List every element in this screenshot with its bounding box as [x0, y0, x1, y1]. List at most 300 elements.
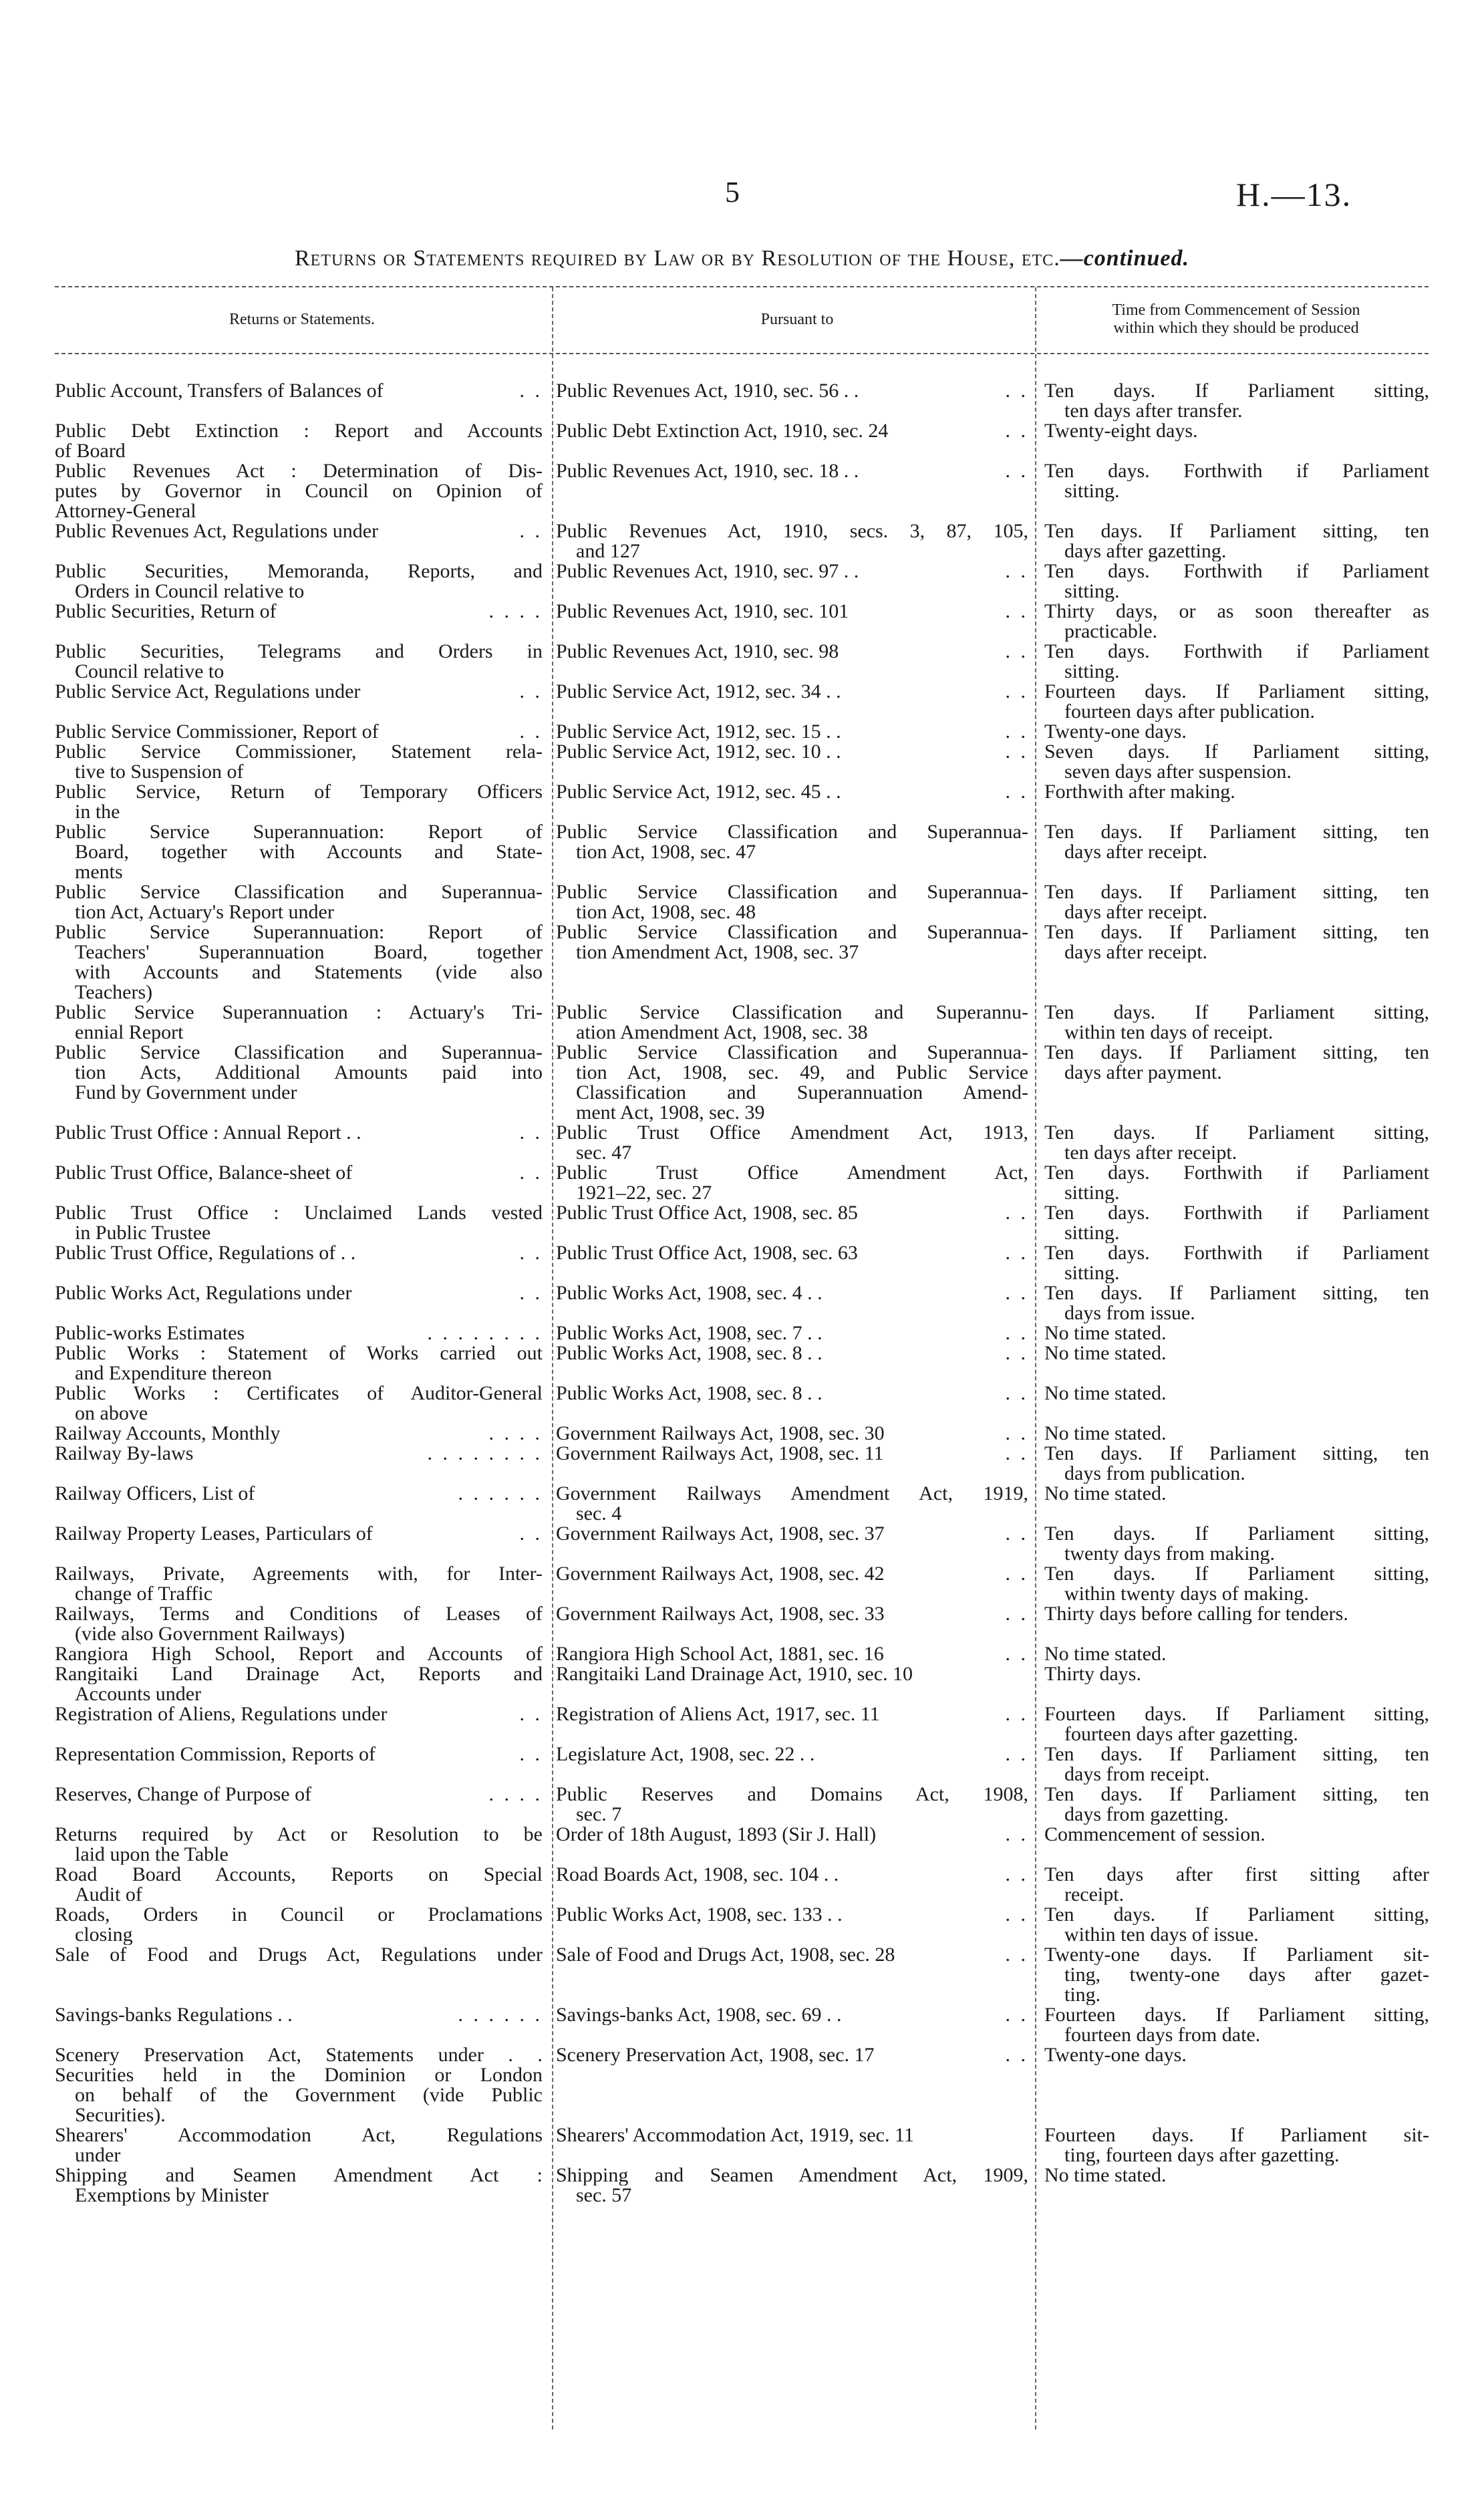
returns-text: Shearers' Accommodation Act, Regulations [55, 2125, 543, 2145]
pursuant-text: ation Amendment Act, 1908, sec. 38 [576, 1023, 868, 1043]
pursuant-cell [552, 1744, 1035, 1784]
time-text: sitting. [1064, 481, 1120, 501]
pursuant-cell [552, 882, 1035, 922]
table-row [55, 2065, 1431, 2125]
table-row [55, 1564, 1431, 1604]
returns-cell [55, 642, 552, 682]
time-cell [1035, 1604, 1429, 1644]
returns-cell [55, 1905, 552, 1945]
returns-table-body [55, 381, 1431, 2206]
pursuant-text: Road Boards Act, 1908, sec. 104 . . [556, 1865, 839, 1885]
time-cell [1035, 1704, 1429, 1744]
returns-cell [55, 2005, 552, 2045]
returns-text: ennial Report [75, 1023, 184, 1043]
leader-dots: . . [1005, 1905, 1028, 1925]
time-cell [1035, 461, 1429, 521]
pursuant-text: Government Railways Act, 1908, sec. 37 [556, 1524, 885, 1544]
table-row [55, 2165, 1431, 2206]
document-reference: H.—13. [1236, 176, 1352, 213]
returns-text: Public Revenues Act : Determination of Dis- [55, 461, 543, 481]
time-cell [1035, 1484, 1429, 1524]
pursuant-cell [552, 521, 1035, 561]
pursuant-text: Public Trust Office Act, 1908, sec. 85 [556, 1203, 858, 1223]
leader-dots: . . [1005, 742, 1028, 762]
returns-text: Railway Officers, List of [55, 1484, 255, 1504]
returns-cell [55, 882, 552, 922]
pursuant-text: Public Revenues Act, 1910, sec. 18 . . [556, 461, 859, 481]
returns-text: Public Service Superannuation: Report of [55, 922, 543, 942]
returns-cell [55, 461, 552, 521]
time-text: Thirty days before calling for tenders. [1044, 1604, 1348, 1624]
time-text: days after receipt. [1064, 942, 1208, 962]
leader-dots: . . . . . . [458, 2005, 543, 2025]
returns-cell [55, 2165, 552, 2206]
pursuant-text: Government Railways Act, 1908, sec. 33 [556, 1604, 885, 1624]
leader-dots: . . [1005, 782, 1028, 802]
returns-text: with Accounts and Statements (vide also [75, 962, 543, 982]
pursuant-text: Registration of Aliens Act, 1917, sec. 11 [556, 1704, 880, 1724]
pursuant-text: tion Act, 1908, sec. 47 [576, 842, 756, 862]
returns-text: Public Trust Office, Regulations of . . [55, 1243, 356, 1263]
pursuant-cell [552, 1343, 1035, 1383]
pursuant-text: Public Service Classification and Superannu- [556, 1003, 1028, 1023]
pursuant-cell [552, 1484, 1035, 1524]
time-cell [1035, 1865, 1429, 1905]
table-row [55, 1744, 1431, 1784]
pursuant-text: Government Railways Amendment Act, 1919, [556, 1484, 1028, 1504]
returns-text: change of Traffic [75, 1584, 213, 1604]
time-text: Ten days. If Parliament sitting, [1044, 381, 1429, 401]
header-bottom-rule [55, 353, 1429, 354]
time-cell [1035, 1444, 1429, 1484]
pursuant-cell [552, 1444, 1035, 1484]
returns-text: Teachers' Superannuation Board, together [75, 942, 543, 962]
pursuant-text: Public Trust Office Amendment Act, [556, 1163, 1028, 1183]
pursuant-text: sec. 47 [576, 1143, 632, 1163]
pursuant-cell [552, 1283, 1035, 1323]
column-header-pursuant: Pursuant to [760, 310, 834, 328]
returns-cell [55, 1323, 552, 1343]
pursuant-cell [552, 1865, 1035, 1905]
time-cell [1035, 1644, 1429, 1664]
leader-dots: . . [1005, 1283, 1028, 1303]
time-cell [1035, 1524, 1429, 1564]
pursuant-text: sec. 57 [576, 2185, 632, 2206]
returns-text: Savings-banks Regulations . . [55, 2005, 293, 2025]
time-cell [1035, 1043, 1429, 1123]
time-text: No time stated. [1044, 1424, 1167, 1444]
leader-dots: . . [519, 1123, 543, 1143]
pursuant-cell [552, 2005, 1035, 2045]
table-row [55, 561, 1431, 602]
returns-cell [55, 822, 552, 882]
table-row [55, 1203, 1431, 1243]
pursuant-text: Public Revenues Act, 1910, sec. 56 . . [556, 381, 859, 401]
pursuant-text: Savings-banks Act, 1908, sec. 69 . . [556, 2005, 842, 2025]
pursuant-cell [552, 2165, 1035, 2206]
time-cell [1035, 1664, 1429, 1704]
table-row [55, 521, 1431, 561]
pursuant-cell [552, 1163, 1035, 1203]
returns-text: Railway Accounts, Monthly [55, 1424, 281, 1444]
time-text: days after receipt. [1064, 842, 1208, 862]
pursuant-text: Public Works Act, 1908, sec. 7 . . [556, 1323, 823, 1343]
table-row [55, 742, 1431, 782]
leader-dots: . . [519, 1243, 543, 1263]
pursuant-text: Government Railways Act, 1908, sec. 11 [556, 1444, 884, 1464]
time-text: Commencement of session. [1044, 1825, 1266, 1845]
pursuant-text: Public Trust Office Act, 1908, sec. 63 [556, 1243, 858, 1263]
returns-text: Public Service Superannuation: Report of [55, 822, 543, 842]
returns-cell [55, 1865, 552, 1905]
time-text: Twenty-one days. [1044, 2045, 1187, 2065]
pursuant-cell [552, 1524, 1035, 1564]
pursuant-cell [552, 1243, 1035, 1283]
leader-dots: . . [519, 1283, 543, 1303]
table-row [55, 1905, 1431, 1945]
time-text: Seven days. If Parliament sitting, [1044, 742, 1429, 762]
time-text: Ten days. Forthwith if Parliament [1044, 1163, 1429, 1183]
pursuant-cell [552, 2045, 1035, 2065]
time-text: Ten days. Forthwith if Parliament [1044, 1203, 1429, 1223]
time-text: Thirty days, or as soon thereafter as [1044, 602, 1429, 622]
time-text: days from receipt. [1064, 1764, 1210, 1784]
pursuant-text: Sale of Food and Drugs Act, 1908, sec. 28 [556, 1945, 895, 1965]
returns-text: in the [75, 802, 120, 822]
returns-text: Shipping and Seamen Amendment Act : [55, 2165, 543, 2185]
time-text: Fourteen days. If Parliament sitting, [1044, 682, 1429, 702]
returns-text: on above [75, 1404, 148, 1424]
pursuant-text: Public Service Classification and Superannua- [556, 922, 1028, 942]
returns-text: Rangiora High School, Report and Accounts of [55, 1644, 543, 1664]
time-text: No time stated. [1044, 1484, 1167, 1504]
table-row [55, 381, 1431, 421]
time-text: days from gazetting. [1064, 1805, 1229, 1825]
time-cell [1035, 1784, 1429, 1825]
column-header-time [1042, 287, 1430, 352]
returns-cell [55, 1243, 552, 1283]
returns-cell [55, 2125, 552, 2165]
time-cell [1035, 2125, 1429, 2165]
time-cell [1035, 642, 1429, 682]
leader-dots: . . [1005, 1644, 1028, 1664]
table-row [55, 1704, 1431, 1744]
returns-cell [55, 1123, 552, 1163]
time-text: ting, twenty-one days after gazet- [1064, 1965, 1429, 1985]
pursuant-text: Public Revenues Act, 1910, sec. 97 . . [556, 561, 859, 581]
returns-text: under [75, 2145, 121, 2165]
leader-dots: . . [1005, 722, 1028, 742]
pursuant-text: ment Act, 1908, sec. 39 [576, 1103, 765, 1123]
returns-text: closing [75, 1925, 133, 1945]
returns-text: Railway Property Leases, Particulars of [55, 1524, 373, 1544]
pursuant-text: tion Act, 1908, sec. 49, and Public Service [576, 1063, 1028, 1083]
table-row [55, 882, 1431, 922]
time-cell [1035, 1323, 1429, 1343]
returns-cell [55, 1484, 552, 1524]
returns-text: tion Acts, Additional Amounts paid into [75, 1063, 543, 1083]
returns-cell [55, 1524, 552, 1564]
leader-dots: . . [1005, 1744, 1028, 1764]
time-text: ten days after transfer. [1064, 401, 1243, 421]
pursuant-text: Public Service Act, 1912, sec. 10 . . [556, 742, 841, 762]
time-text: fourteen days after gazetting. [1064, 1724, 1298, 1744]
pursuant-text: Public Revenues Act, 1910, secs. 3, 87, 105, [556, 521, 1028, 541]
table-row [55, 2005, 1431, 2045]
returns-text: Audit of [75, 1885, 142, 1905]
returns-text: Reserves, Change of Purpose of [55, 1784, 312, 1805]
leader-dots: . . [1005, 1343, 1028, 1363]
returns-text: tive to Suspension of [75, 762, 244, 782]
returns-cell [55, 1383, 552, 1424]
table-row [55, 1043, 1431, 1123]
leader-dots: . . [519, 1744, 543, 1764]
time-text: Ten days. If Parliament sitting, ten [1044, 1784, 1429, 1805]
returns-cell [55, 1945, 552, 2005]
leader-dots: . . . . . . . . [427, 1444, 543, 1464]
pursuant-text: Public Service Classification and Superannua- [556, 1043, 1028, 1063]
leader-dots: . . [1005, 561, 1028, 581]
table-row [55, 1524, 1431, 1564]
returns-cell [55, 2045, 552, 2065]
time-cell [1035, 2065, 1429, 2125]
pursuant-text: tion Act, 1908, sec. 48 [576, 902, 756, 922]
returns-text: Public Securities, Memoranda, Reports, and [55, 561, 543, 581]
returns-text: Council relative to [75, 662, 225, 682]
returns-cell [55, 682, 552, 722]
returns-cell [55, 1744, 552, 1784]
time-text: within twenty days of making. [1064, 1584, 1309, 1604]
time-text: Fourteen days. If Parliament sitting, [1044, 2005, 1429, 2025]
time-cell [1035, 1383, 1429, 1424]
returns-text: on behalf of the Government (vide Public [75, 2085, 543, 2105]
pursuant-text: Legislature Act, 1908, sec. 22 . . [556, 1744, 815, 1764]
pursuant-cell [552, 922, 1035, 1003]
returns-text: Securities). [75, 2105, 166, 2125]
returns-text: Roads, Orders in Council or Proclamations [55, 1905, 543, 1925]
returns-text: putes by Governor in Council on Opinion of [55, 481, 543, 501]
pursuant-cell [552, 1704, 1035, 1744]
time-text: within ten days of receipt. [1064, 1023, 1274, 1043]
returns-text: tion Act, Actuary's Report under [75, 902, 334, 922]
time-text: Fourteen days. If Parliament sit- [1044, 2125, 1429, 2145]
returns-text: in Public Trustee [75, 1223, 211, 1243]
time-text: Ten days. If Parliament sitting, ten [1044, 521, 1429, 541]
time-text: Twenty-one days. [1044, 722, 1187, 742]
returns-text: Securities held in the Dominion or London [55, 2065, 543, 2085]
returns-cell [55, 1664, 552, 1704]
pursuant-cell [552, 1945, 1035, 2005]
returns-cell [55, 1784, 552, 1825]
returns-cell [55, 1444, 552, 1484]
returns-text: Scenery Preservation Act, Statements under . . [55, 2045, 543, 2065]
time-cell [1035, 521, 1429, 561]
leader-dots: . . [519, 521, 543, 541]
time-cell [1035, 2045, 1429, 2065]
time-text: Ten days. If Parliament sitting, [1044, 1003, 1429, 1023]
returns-cell [55, 1825, 552, 1865]
leader-dots: . . [1005, 1604, 1028, 1624]
time-text: Ten days. Forthwith if Parliament [1044, 561, 1429, 581]
time-cell [1035, 1744, 1429, 1784]
leader-dots: . . [1005, 642, 1028, 662]
leader-dots: . . [519, 682, 543, 702]
returns-cell [55, 722, 552, 742]
page-number: 5 [725, 176, 740, 209]
time-text: Thirty days. [1044, 1664, 1141, 1684]
pursuant-cell [552, 1784, 1035, 1825]
pursuant-text: Order of 18th August, 1893 (Sir J. Hall) [556, 1825, 877, 1845]
pursuant-cell [552, 461, 1035, 521]
returns-text: Accounts under [75, 1684, 202, 1704]
table-row [55, 1003, 1431, 1043]
table-row [55, 1865, 1431, 1905]
returns-cell [55, 1424, 552, 1444]
time-text: days after receipt. [1064, 902, 1208, 922]
leader-dots: . . . . . . . . [427, 1323, 543, 1343]
returns-text: Sale of Food and Drugs Act, Regulations under [55, 1945, 543, 1965]
column-header-time-line-1: Time from Commencement of Session [1112, 301, 1360, 319]
pursuant-cell [552, 682, 1035, 722]
time-cell [1035, 1424, 1429, 1444]
leader-dots: . . [519, 1524, 543, 1544]
pursuant-text: Public Reserves and Domains Act, 1908, [556, 1784, 1028, 1805]
time-text: days after gazetting. [1064, 541, 1227, 561]
returns-text: Public Service, Return of Temporary Officers [55, 782, 543, 802]
pursuant-cell [552, 1424, 1035, 1444]
leader-dots: . . . . [488, 1784, 543, 1805]
returns-text: laid upon the Table [75, 1845, 229, 1865]
time-cell [1035, 1825, 1429, 1865]
column-header-returns: Returns or Statements. [229, 310, 375, 328]
pursuant-cell [552, 381, 1035, 421]
pursuant-text: Government Railways Act, 1908, sec. 42 [556, 1564, 885, 1584]
time-text: twenty days from making. [1064, 1544, 1275, 1564]
leader-dots: . . [1005, 1243, 1028, 1263]
returns-cell [55, 1203, 552, 1243]
time-text: Ten days. Forthwith if Parliament [1044, 1243, 1429, 1263]
leader-dots: . . [1005, 1524, 1028, 1544]
time-text: Ten days. If Parliament sitting, ten [1044, 822, 1429, 842]
returns-text: Registration of Aliens, Regulations under [55, 1704, 388, 1724]
returns-text: Public Service Act, Regulations under [55, 682, 361, 702]
table-row [55, 2125, 1431, 2165]
time-text: sitting. [1064, 662, 1120, 682]
time-text: seven days after suspension. [1064, 762, 1292, 782]
returns-text: Attorney-General [55, 501, 196, 521]
table-row [55, 1484, 1431, 1524]
pursuant-cell [552, 1203, 1035, 1243]
returns-text: Public Works : Statement of Works carried out [55, 1343, 543, 1363]
time-cell [1035, 1203, 1429, 1243]
time-text: Ten days. If Parliament sitting, ten [1044, 1444, 1429, 1464]
time-cell [1035, 1003, 1429, 1043]
returns-cell [55, 1343, 552, 1383]
returns-text: Railways, Private, Agreements with, for Inter- [55, 1564, 543, 1584]
table-row [55, 682, 1431, 722]
pursuant-text: Shipping and Seamen Amendment Act, 1909, [556, 2165, 1028, 2185]
pursuant-cell [552, 1825, 1035, 1865]
pursuant-text: Classification and Superannuation Amend- [576, 1083, 1028, 1103]
pursuant-text: Public Service Act, 1912, sec. 34 . . [556, 682, 841, 702]
pursuant-cell [552, 1604, 1035, 1644]
time-text: within ten days of issue. [1064, 1925, 1259, 1945]
table-row [55, 922, 1431, 1003]
leader-dots: . . [1005, 381, 1028, 401]
pursuant-text: Public Works Act, 1908, sec. 133 . . [556, 1905, 843, 1925]
pursuant-text: 1921–22, sec. 27 [576, 1183, 712, 1203]
time-text: ten days after receipt. [1064, 1143, 1237, 1163]
pursuant-cell [552, 1123, 1035, 1163]
time-cell [1035, 2005, 1429, 2045]
returns-text: Public Securities, Telegrams and Orders in [55, 642, 543, 662]
leader-dots: . . [1005, 1383, 1028, 1404]
returns-cell [55, 922, 552, 1003]
pursuant-text: Public Service Act, 1912, sec. 15 . . [556, 722, 841, 742]
time-text: Ten days. If Parliament sitting, ten [1044, 1283, 1429, 1303]
pursuant-text: Public Service Act, 1912, sec. 45 . . [556, 782, 841, 802]
pursuant-text: Rangiora High School Act, 1881, sec. 16 [556, 1644, 884, 1664]
returns-text: Public Trust Office : Annual Report . . [55, 1123, 361, 1143]
returns-cell [55, 381, 552, 421]
pursuant-text: sec. 4 [576, 1504, 622, 1524]
returns-text: Public Debt Extinction : Report and Accounts [55, 421, 543, 441]
returns-text: Public Works : Certificates of Auditor-General [55, 1383, 543, 1404]
time-text: No time stated. [1044, 2165, 1167, 2185]
leader-dots: . . [1005, 682, 1028, 702]
pursuant-cell [552, 1905, 1035, 1945]
table-row [55, 1163, 1431, 1203]
pursuant-text: Public Works Act, 1908, sec. 8 . . [556, 1343, 823, 1363]
pursuant-cell [552, 1564, 1035, 1604]
returns-text: Public Service Commissioner, Statement rela- [55, 742, 543, 762]
pursuant-cell [552, 421, 1035, 461]
leader-dots: . . [1005, 2005, 1028, 2025]
returns-text: of Board [55, 441, 126, 461]
leader-dots: . . [1005, 1704, 1028, 1724]
leader-dots: . . [1005, 421, 1028, 441]
returns-text: Rangitaiki Land Drainage Act, Reports and [55, 1664, 543, 1684]
pursuant-cell [552, 2065, 1035, 2125]
time-cell [1035, 1123, 1429, 1163]
returns-text: (vide also Government Railways) [75, 1624, 345, 1644]
returns-text: Public Trust Office, Balance-sheet of [55, 1163, 353, 1183]
returns-text: Public Revenues Act, Regulations under [55, 521, 379, 541]
table-row [55, 642, 1431, 682]
time-text: Ten days. If Parliament sitting, ten [1044, 882, 1429, 902]
pursuant-cell [552, 1323, 1035, 1343]
time-text: Ten days. Forthwith if Parliament [1044, 642, 1429, 662]
time-text: ting, fourteen days after gazetting. [1064, 2145, 1340, 2165]
table-row [55, 1644, 1431, 1664]
pursuant-text: Government Railways Act, 1908, sec. 30 [556, 1424, 885, 1444]
table-row [55, 722, 1431, 742]
table-row [55, 1343, 1431, 1383]
time-cell [1035, 1945, 1429, 2005]
time-cell [1035, 1564, 1429, 1604]
returns-text: ments [75, 862, 123, 882]
returns-cell [55, 1043, 552, 1123]
table-title-main: Returns or Statements required by Law or by Resolution of the House, etc. [294, 246, 1060, 271]
table-row [55, 1945, 1431, 2005]
pursuant-text: Public Service Classification and Superannua- [556, 882, 1028, 902]
returns-text: and Expenditure thereon [75, 1363, 272, 1383]
returns-text: Orders in Council relative to [75, 581, 305, 602]
time-cell [1035, 602, 1429, 642]
time-cell [1035, 1243, 1429, 1283]
returns-cell [55, 1564, 552, 1604]
time-text: sitting. [1064, 1263, 1120, 1283]
